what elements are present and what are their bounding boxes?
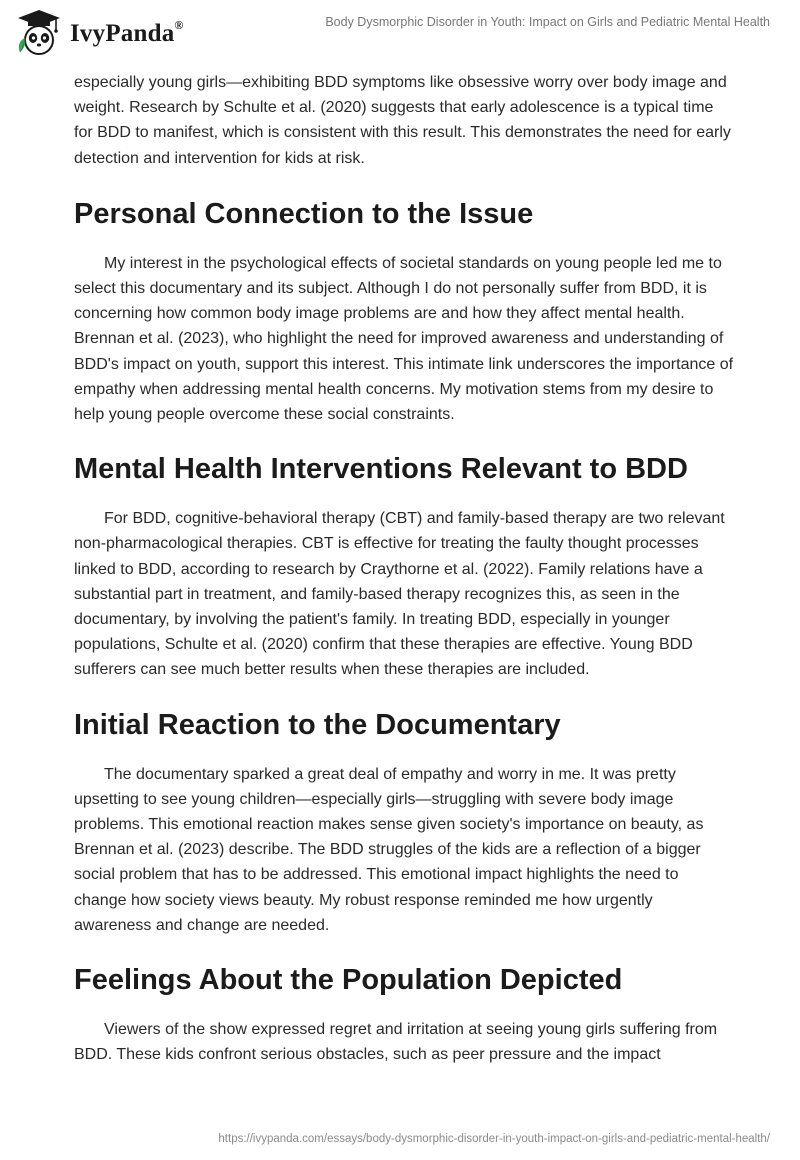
section-heading-interventions: Mental Health Interventions Relevant to BDD <box>74 453 688 486</box>
source-url[interactable]: https://ivypanda.com/essays/body-dysmorphic-disorder-in-youth-impact-on-girls-and-pediatric-mental-health/ <box>218 1133 770 1145</box>
section-heading-initial-reaction: Initial Reaction to the Documentary <box>74 708 561 741</box>
essay-content <box>74 70 734 1067</box>
section-paragraph-initial-reaction: The documentary sparked a great deal of empathy and worry in me. It was pretty upsetting to see young children—especially girls—struggling with severe body image problems. This emotional reaction makes sense given society's importance on beauty, as Brennan et al. (2023) describe. The BDD struggles of the kids are a reflection of a bigger social problem that has to be addressed. This emotional impact highlights the need to change how society views beauty. My robust response reminded me how urgently awareness and change are needed. <box>74 765 704 934</box>
section-paragraph-interventions: For BDD, cognitive-behavioral therapy (CBT) and family-based therapy are two relevant non-pharmacological therapies. CBT is effective for treating the faulty thought processes linked to BDD, according to research by Craythorne et al. (2022). Family relations have a substantial part in treatment, and family-based therapy recognizes this, as seen in the documentary, by involving the patient's family. In treating BDD, especially in younger populations, Schulte et al. (2020) confirm that these therapies are effective. Young BDD sufferers can see much better results when these therapies are included. <box>74 510 725 679</box>
section-heading-feelings: Feelings About the Population Depicted <box>74 964 623 997</box>
brand-name: IvyPanda® <box>70 18 184 47</box>
section-heading-personal-connection: Personal Connection to the Issue <box>74 197 534 230</box>
section-paragraph-feelings: Viewers of the show expressed regret and irritation at seeing young girls suffering from BDD. These kids confront serious obstacles, such as peer pressure and the impact <box>74 1021 718 1064</box>
brand-logo[interactable] <box>14 8 184 58</box>
section-paragraph-personal-connection: My interest in the psychological effects of societal standards on young people led me to select this documentary and its subject. Although I do not personally suffer from BDD, it is concerning how common body image problems are and how they affect mental health. Brennan et al. (2023), who highlight the need for improved awareness and understanding of BDD's impact on youth, support this interest. This intimate link underscores the importance of empathy when addressing mental health concerns. My motivation stems from my desire to help young people overcome these social constraints. <box>74 254 734 424</box>
panda-graduate-icon <box>14 8 64 58</box>
page-header <box>0 0 800 60</box>
document-title: Body Dysmorphic Disorder in Youth: Impact on Girls and Pediatric Mental Health <box>325 15 770 29</box>
intro-paragraph: especially young girls—exhibiting BDD symptoms like obsessive worry over body image and weight. Research by Schulte et al. (2020) suggests that early adolescence is a typical time for BDD to manifest, which is consistent with this result. This demonstrates the need for early detection and intervention for kids at risk. <box>74 74 731 167</box>
